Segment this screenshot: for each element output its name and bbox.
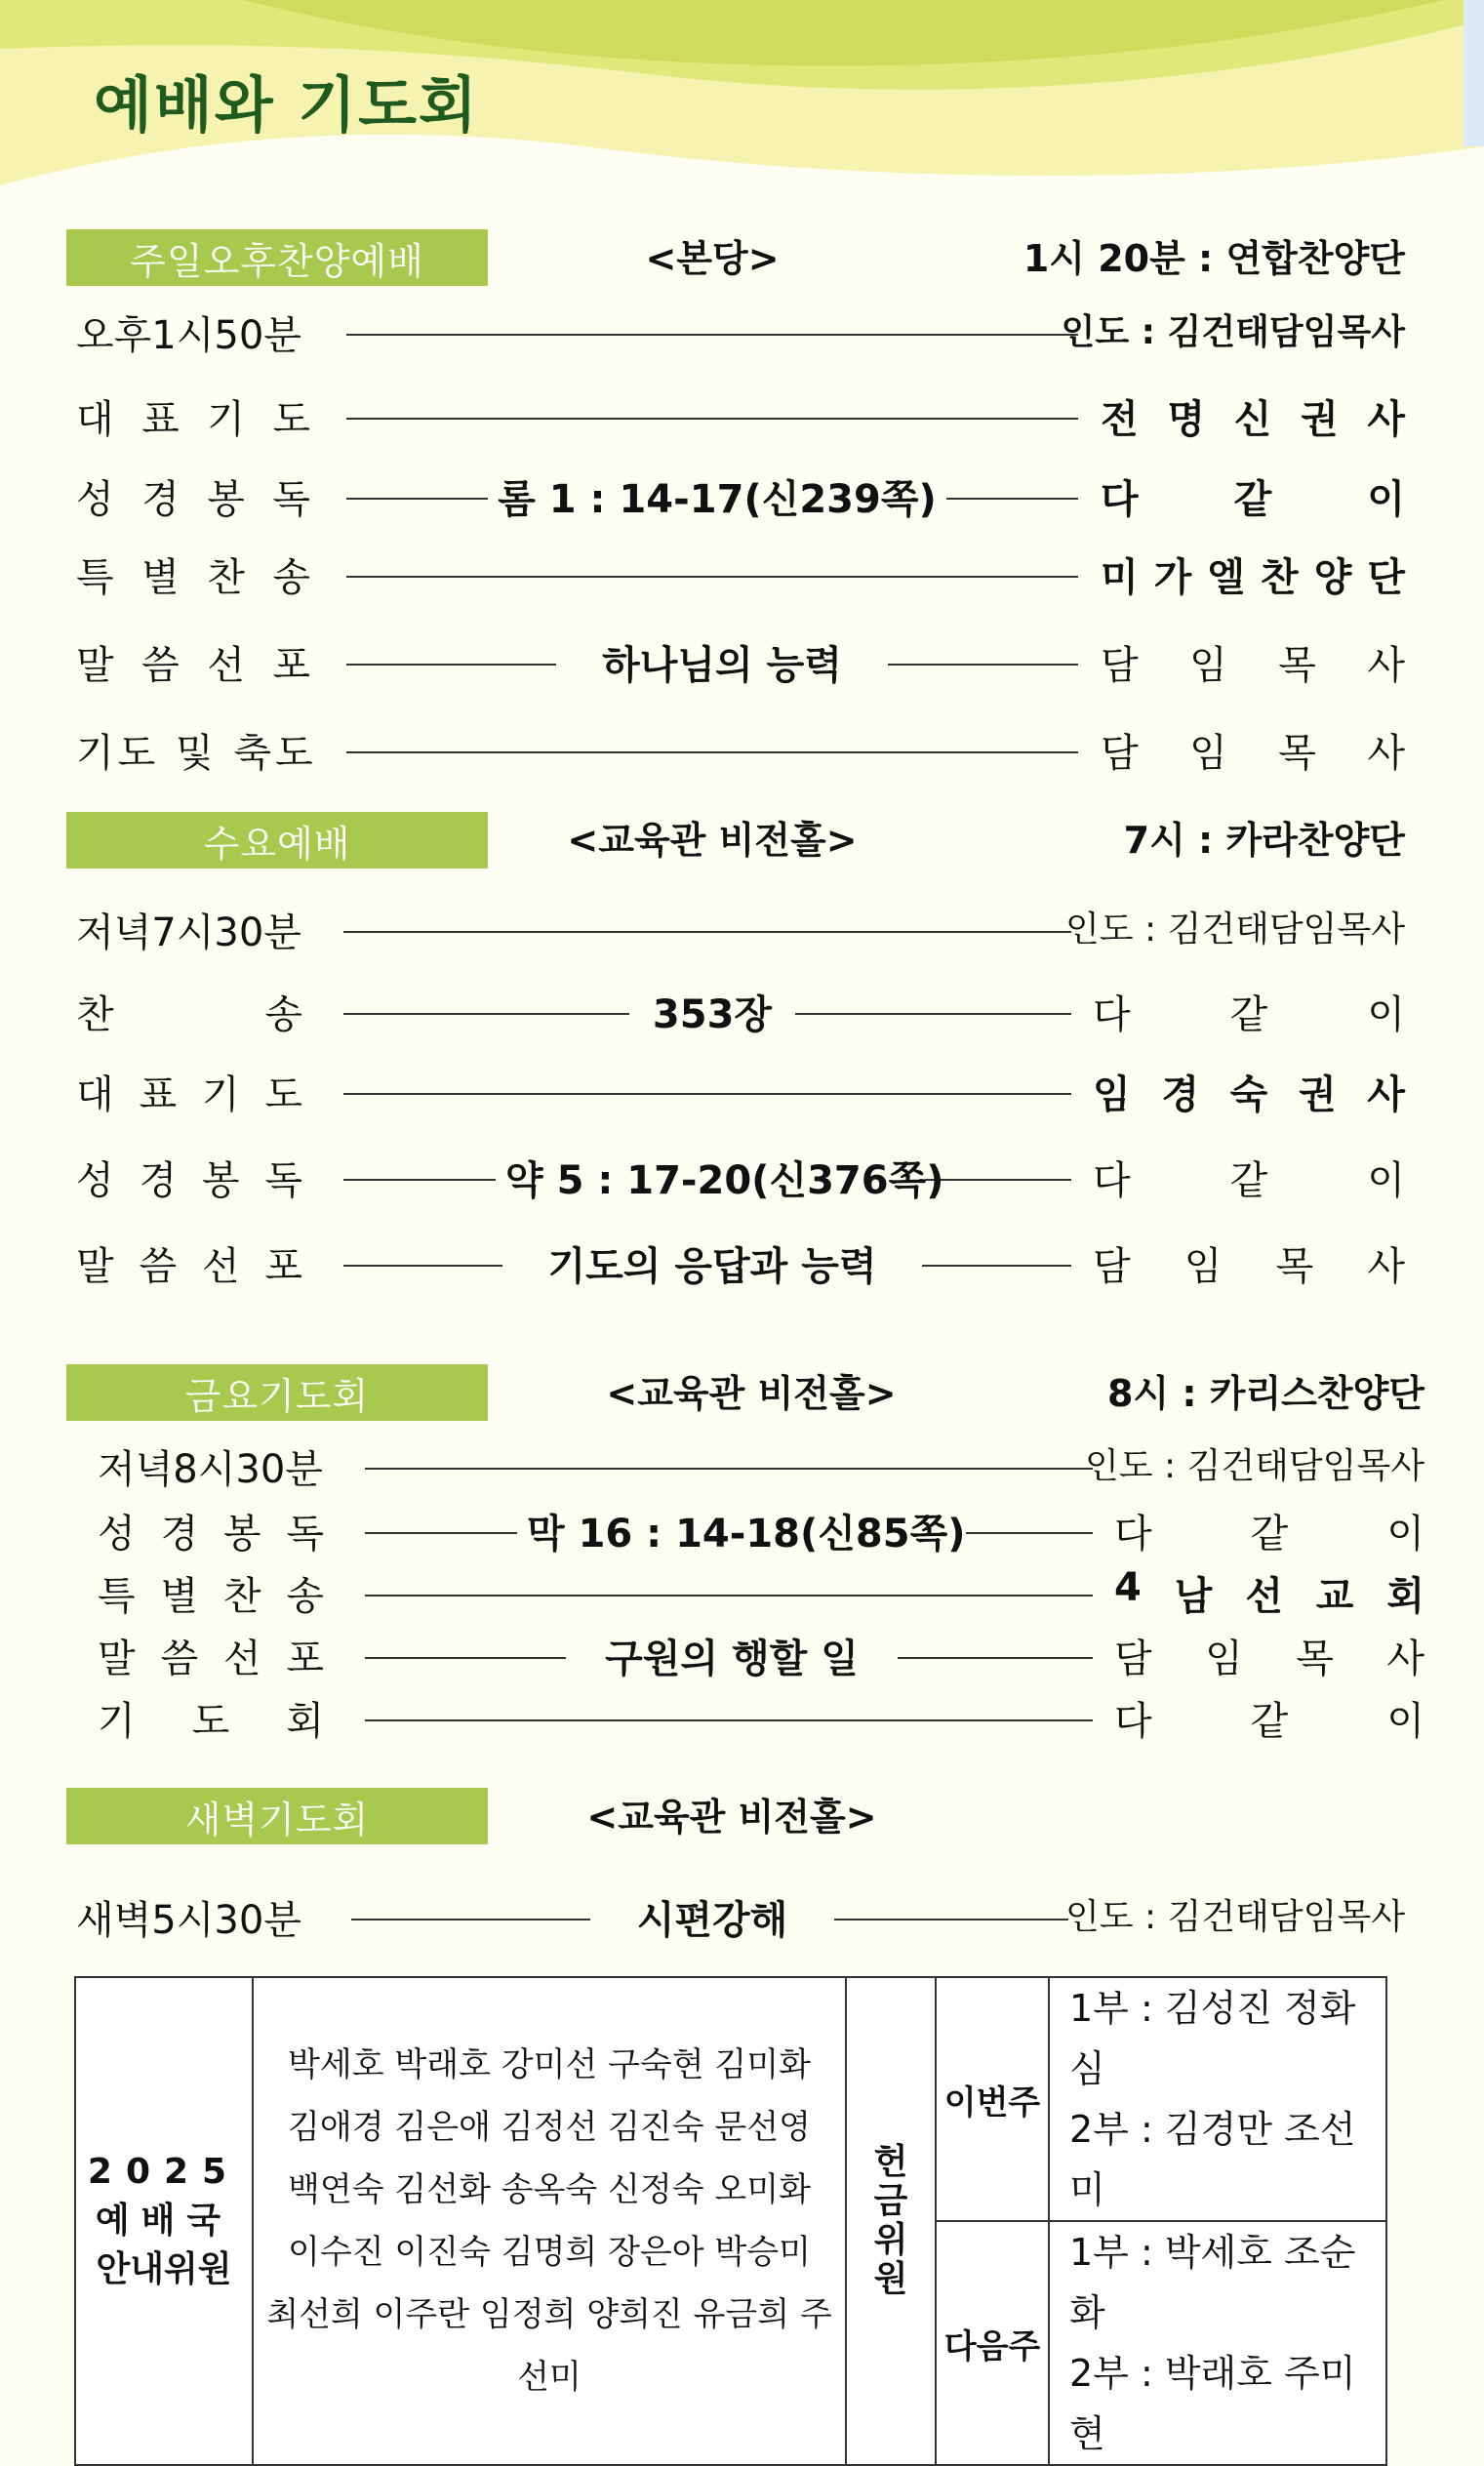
service-row xyxy=(0,1438,1484,1497)
leader-line xyxy=(365,1657,566,1659)
volunteer-names-line: 최선희 이주란 임정희 양희진 유금희 주선미 xyxy=(266,2295,832,2397)
service-row xyxy=(0,1064,1484,1122)
row-assignee: 임 경 숙 권 사 xyxy=(1093,1072,1405,1117)
leader-line xyxy=(346,576,1078,578)
row-label: 새벽5시30분 xyxy=(76,1898,301,1943)
section-time-choir-friday: 8시 : 카리스찬양단 xyxy=(1106,1372,1424,1415)
volunteer-names-line: 박세호 박래호 강미선 구숙현 김미화 xyxy=(288,2045,811,2084)
page-title: 예배와 기도회 xyxy=(94,69,479,141)
next-week-label-cell xyxy=(936,2221,1049,2465)
row-label: 말 씀 선 포 xyxy=(76,1244,302,1289)
leader-line xyxy=(343,1265,502,1267)
row-label: 기 도 회 xyxy=(98,1699,324,1744)
row-assignee: 전 명 신 권 사 xyxy=(1101,397,1405,442)
row-detail: 구원의 행할 일 xyxy=(605,1637,859,1681)
volunteers-title-cell xyxy=(75,1977,253,2465)
leader-line xyxy=(346,664,556,666)
section-label-wednesday: 수요예배 xyxy=(66,812,488,869)
this-week-duty-line: 1부 : 김성진 정화심 xyxy=(1069,1987,1356,2090)
leader-line xyxy=(346,418,1078,420)
leader-line xyxy=(898,1657,1093,1659)
row-detail: 롬 1 : 14-17(신239쪽) xyxy=(498,477,937,522)
leader-line xyxy=(343,1013,629,1015)
volunteers-title-role: 안내위원 xyxy=(96,2249,232,2289)
leader-line xyxy=(834,1919,1068,1920)
leader-line xyxy=(365,1468,1093,1470)
service-row xyxy=(0,1565,1484,1624)
next-week-duty-line: 1부 : 박세호 조순화 xyxy=(1069,2231,1356,2334)
this-week-label: 이번주 xyxy=(943,2082,1041,2122)
volunteer-names-line: 김애경 김은애 김정선 김진숙 문선영 xyxy=(288,2108,811,2147)
leader-line xyxy=(343,1093,1071,1095)
row-assignee: 담 임 목 사 xyxy=(1101,731,1405,776)
this-week-label-cell xyxy=(936,1977,1049,2221)
row-assignee: 미 가 엘 찬 양 단 xyxy=(1101,555,1405,600)
service-row xyxy=(0,304,1484,363)
leader-line xyxy=(966,1532,1093,1534)
section-time-choir-wednesday: 7시 : 카라찬양단 xyxy=(1123,819,1405,862)
service-row xyxy=(0,1889,1484,1948)
row-label: 성 경 봉 독 xyxy=(76,1158,302,1203)
row-assignee: 담 임 목 사 xyxy=(1093,1244,1405,1289)
row-label: 성 경 봉 독 xyxy=(98,1512,324,1556)
offering-title-cell xyxy=(846,1977,936,2465)
service-row xyxy=(0,1150,1484,1208)
row-assignee: 인도 : 김건태담임목사 xyxy=(1085,1446,1424,1486)
service-row xyxy=(0,722,1484,781)
row-label: 성 경 봉 독 xyxy=(76,477,310,522)
row-label: 말 씀 선 포 xyxy=(76,643,310,688)
volunteers-table xyxy=(74,1976,1387,2466)
row-assignee: 담 임 목 사 xyxy=(1101,643,1405,688)
row-detail: 기도의 응답과 능력 xyxy=(547,1244,877,1289)
service-row xyxy=(0,1628,1484,1686)
offering-committee-title: 헌 금 위 원 xyxy=(873,2142,908,2299)
leader-line xyxy=(888,664,1078,666)
row-assignee: 다 같 이 xyxy=(1101,477,1405,522)
row-label: 대 표 기 도 xyxy=(76,397,310,442)
leader-line xyxy=(346,334,1078,336)
row-label: 찬 송 xyxy=(76,992,302,1037)
leader-line xyxy=(365,1532,517,1534)
next-week-label: 다음주 xyxy=(943,2326,1041,2366)
leader-line xyxy=(365,1595,1093,1597)
volunteers-title-year: 2025 xyxy=(87,2152,241,2192)
leader-line xyxy=(946,498,1078,500)
leader-line xyxy=(365,1719,1093,1721)
volunteers-names-cell xyxy=(253,1977,846,2465)
service-row xyxy=(0,984,1484,1042)
row-assignee: 인도 : 김건태담임목사 xyxy=(1065,910,1405,950)
section-place-wednesday: <교육관 비전홀> xyxy=(567,819,858,862)
row-label: 특 별 찬 송 xyxy=(76,555,310,600)
leader-line xyxy=(795,1013,1071,1015)
row-label: 대 표 기 도 xyxy=(76,1072,302,1117)
row-detail: 시편강해 xyxy=(636,1898,788,1943)
leader-line xyxy=(922,1265,1071,1267)
section-time-choir-sunday: 1시 20분 : 연합찬양단 xyxy=(1023,237,1405,280)
row-label: 말 씀 선 포 xyxy=(98,1637,324,1681)
row-assignee: 다 같 이 xyxy=(1093,992,1405,1037)
leader-line xyxy=(346,498,488,500)
row-detail: 약 5 : 17-20(신376쪽) xyxy=(505,1158,944,1203)
row-assignee: 인도 : 김건태담임목사 xyxy=(1061,312,1405,352)
service-row xyxy=(0,1503,1484,1561)
section-label-friday: 금요기도회 xyxy=(66,1364,488,1421)
row-detail: 하나님의 능력 xyxy=(602,643,842,688)
row-assignee: 다 같 이 xyxy=(1114,1699,1424,1744)
next-week-duty-line: 2부 : 박래호 주미현 xyxy=(1069,2352,1356,2455)
service-row xyxy=(0,1235,1484,1294)
row-detail: 막 16 : 14-18(신85쪽) xyxy=(527,1512,966,1556)
volunteer-names-line: 백연숙 김선화 송옥숙 신정숙 오미화 xyxy=(288,2170,811,2209)
volunteers-title-dept: 예배국 xyxy=(95,2201,233,2241)
row-assignee: 담 임 목 사 xyxy=(1114,1637,1424,1681)
section-place-friday: <교육관 비전홀> xyxy=(606,1372,897,1415)
service-row xyxy=(0,634,1484,693)
leader-line xyxy=(925,1179,1071,1181)
row-label: 특 별 찬 송 xyxy=(98,1574,324,1619)
row-assignee: 4 남 선 교 회 xyxy=(1114,1565,1424,1619)
row-label: 오후1시50분 xyxy=(76,313,301,358)
row-label: 기도 및 축도 xyxy=(76,731,317,776)
next-week-duty-cell xyxy=(1049,2221,1386,2465)
row-label: 저녁8시30분 xyxy=(98,1447,323,1492)
leader-line xyxy=(351,1919,590,1920)
section-place-dawn: <교육관 비전홀> xyxy=(586,1796,877,1839)
row-assignee: 인도 : 김건태담임목사 xyxy=(1065,1897,1405,1937)
service-row xyxy=(0,468,1484,527)
row-assignee: 다 같 이 xyxy=(1093,1158,1405,1203)
service-row xyxy=(0,388,1484,447)
section-place-sunday: <본당> xyxy=(645,237,780,280)
leader-line xyxy=(343,1179,496,1181)
volunteer-names-line: 이수진 이진숙 김명희 장은아 박승미 xyxy=(288,2233,811,2272)
leader-line xyxy=(343,931,1071,933)
leader-line xyxy=(346,751,1078,753)
this-week-duty-cell xyxy=(1049,1977,1386,2221)
this-week-duty-line: 2부 : 김경만 조선미 xyxy=(1069,2108,1356,2211)
row-label: 저녁7시30분 xyxy=(76,910,301,955)
section-label-dawn: 새벽기도회 xyxy=(66,1788,488,1844)
service-row xyxy=(0,902,1484,960)
service-row xyxy=(0,1690,1484,1749)
service-row xyxy=(0,546,1484,605)
section-label-sunday: 주일오후찬양예배 xyxy=(66,229,488,286)
row-assignee: 다 같 이 xyxy=(1114,1512,1424,1556)
row-detail: 353장 xyxy=(652,992,773,1037)
